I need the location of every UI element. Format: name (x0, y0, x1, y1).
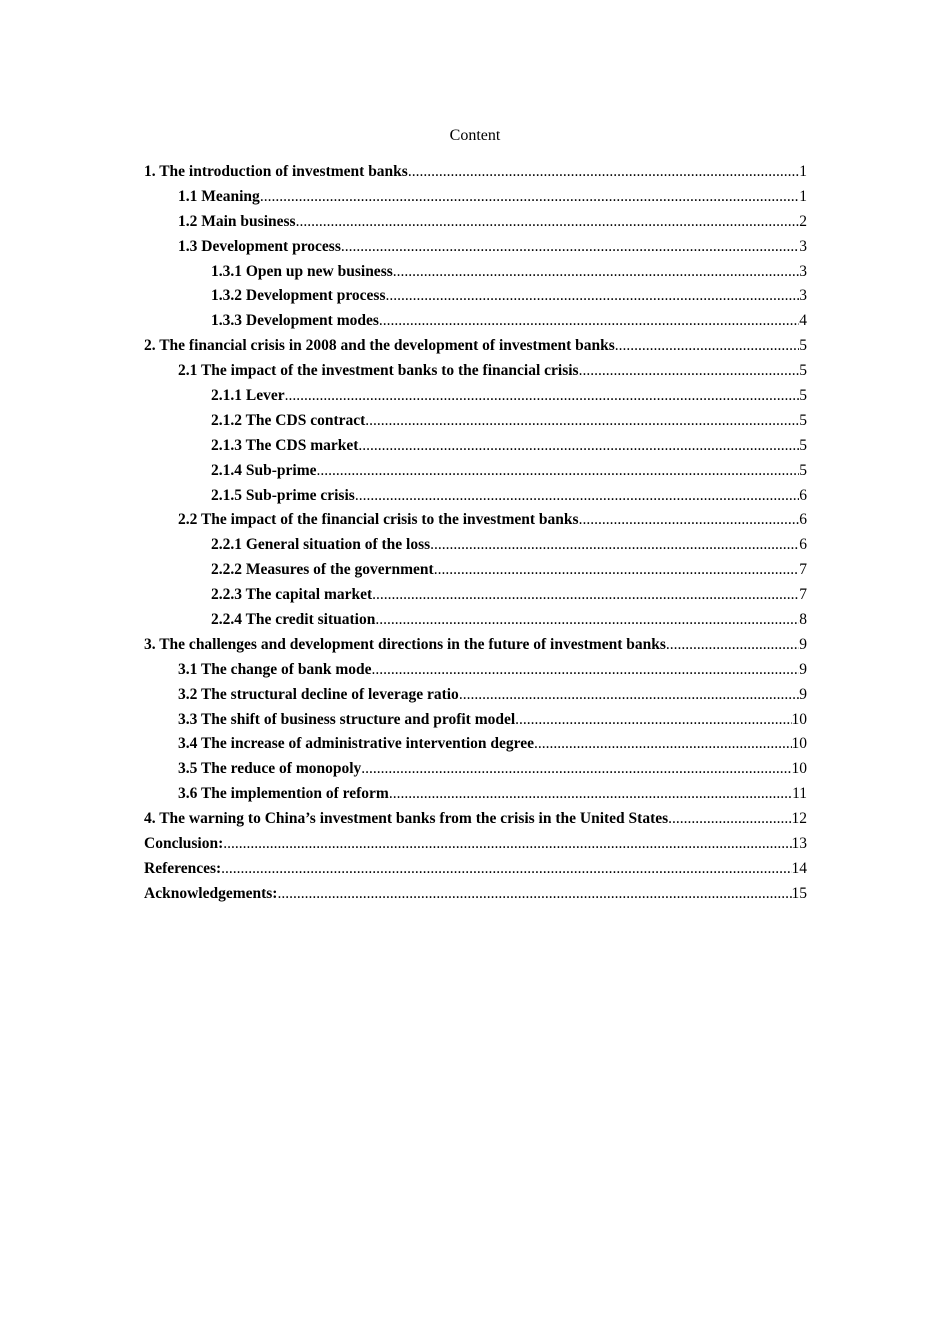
toc-entry-label: 3.5 The reduce of monopoly (178, 760, 362, 778)
toc-entry[interactable] (144, 608, 807, 633)
toc-entry-label: 2.2.1 General situation of the loss (211, 536, 431, 554)
toc-dot-leader (355, 484, 799, 509)
toc-dot-leader (434, 558, 800, 583)
toc-entry-label: 3.6 The implemention of reform (178, 785, 389, 803)
toc-entry-page-number: 10 (791, 735, 807, 753)
toc-entry-label: 3.1 The change of bank mode (178, 660, 372, 678)
toc-entry-page-number: 13 (791, 835, 807, 853)
toc-entry-page-number: 10 (791, 760, 807, 778)
toc-entry-label: 3.2 The structural decline of leverage ratio (178, 685, 459, 703)
toc-entry-page-number: 11 (792, 785, 807, 803)
toc-dot-leader (379, 309, 799, 334)
toc-entry[interactable] (144, 782, 807, 807)
toc-entry-page-number: 3 (799, 262, 807, 280)
toc-entry[interactable] (144, 484, 807, 509)
toc-entry[interactable] (144, 533, 807, 558)
toc-entry-label: 1.1 Meaning (178, 187, 260, 205)
toc-entry-label: References: (144, 859, 222, 877)
toc-entry[interactable] (144, 633, 807, 658)
toc-entry-page-number: 7 (799, 586, 807, 604)
toc-title: Content (449, 127, 501, 144)
toc-entry-label: 2.2.3 The capital market (211, 586, 373, 604)
toc-entry-page-number: 4 (799, 312, 807, 330)
toc-entry-label: 3.4 The increase of administrative intervention degree (178, 735, 535, 753)
toc-entry-page-number: 14 (791, 859, 807, 877)
toc-dot-leader (579, 508, 800, 533)
toc-entry[interactable] (144, 434, 807, 459)
toc-entry-label: 1.3.2 Development process (211, 287, 386, 305)
toc-dot-leader (389, 782, 792, 807)
toc-entry-label: 2.1 The impact of the investment banks to the financial crisis (178, 362, 579, 380)
toc-entry-page-number: 9 (799, 685, 807, 703)
toc-entry-label: 2.1.4 Sub-prime (211, 461, 317, 479)
toc-entry[interactable] (144, 334, 807, 359)
toc-entry[interactable] (144, 185, 807, 210)
toc-entry[interactable] (144, 558, 807, 583)
toc-entry[interactable] (144, 235, 807, 260)
toc-entry[interactable] (144, 508, 807, 533)
toc-entry[interactable] (144, 260, 807, 285)
toc-entry[interactable] (144, 882, 807, 907)
toc-entry-label: Acknowledgements: (144, 884, 278, 902)
toc-dot-leader (459, 683, 799, 708)
toc-entry[interactable] (144, 384, 807, 409)
toc-entry-page-number: 9 (799, 635, 807, 653)
toc-entry[interactable] (144, 708, 807, 733)
toc-entry[interactable] (144, 309, 807, 334)
toc-entry[interactable] (144, 284, 807, 309)
toc-entry[interactable] (144, 807, 807, 832)
table-of-contents (144, 160, 807, 907)
toc-entry-page-number: 8 (799, 611, 807, 629)
toc-dot-leader (372, 658, 800, 683)
toc-dot-leader (668, 807, 791, 832)
toc-dot-leader (341, 235, 799, 260)
toc-dot-leader (515, 708, 791, 733)
toc-entry-page-number: 5 (799, 461, 807, 479)
toc-entry-page-number: 10 (791, 710, 807, 728)
toc-entry-page-number: 5 (799, 411, 807, 429)
toc-dot-leader (534, 732, 791, 757)
toc-entry-page-number: 7 (799, 561, 807, 579)
toc-dot-leader (430, 533, 799, 558)
toc-dot-leader (260, 185, 799, 210)
toc-entry-page-number: 5 (799, 436, 807, 454)
toc-entry-label: 2.1.5 Sub-prime crisis (211, 486, 355, 504)
toc-entry-page-number: 3 (799, 237, 807, 255)
toc-entry-label: 2.2 The impact of the financial crisis to the investment banks (178, 511, 579, 529)
toc-entry-label: 3.3 The shift of business structure and profit model (178, 710, 516, 728)
toc-entry-label: 2. The financial crisis in 2008 and the development of investment banks (144, 337, 615, 355)
toc-entry-label: 4. The warning to China’s investment banks from the crisis in the United States (144, 810, 669, 828)
toc-entry-page-number: 5 (799, 337, 807, 355)
toc-entry[interactable] (144, 459, 807, 484)
toc-entry-label: 1. The introduction of investment banks (144, 163, 408, 180)
toc-entry-page-number: 6 (799, 486, 807, 504)
toc-entry[interactable] (144, 732, 807, 757)
toc-entry[interactable] (144, 160, 807, 185)
toc-entry-label: 2.1.1 Lever (211, 387, 285, 405)
toc-dot-leader (666, 633, 799, 658)
toc-dot-leader (317, 459, 800, 484)
toc-entry-page-number: 5 (799, 387, 807, 405)
toc-entry[interactable] (144, 409, 807, 434)
toc-entry[interactable] (144, 832, 807, 857)
toc-entry-label: 2.1.3 The CDS market (211, 436, 359, 454)
toc-dot-leader (358, 434, 799, 459)
toc-entry-page-number: 3 (799, 287, 807, 305)
toc-entry[interactable] (144, 583, 807, 608)
toc-entry-page-number: 1 (799, 163, 807, 180)
toc-dot-leader (408, 160, 799, 185)
toc-entry-page-number: 12 (791, 810, 807, 828)
toc-entry-page-number: 9 (799, 660, 807, 678)
toc-dot-leader (365, 409, 799, 434)
toc-entry[interactable] (144, 757, 807, 782)
toc-dot-leader (579, 359, 800, 384)
toc-entry-label: Conclusion: (144, 835, 224, 853)
toc-entry-page-number: 6 (799, 536, 807, 554)
toc-entry-label: 1.3.1 Open up new business (211, 262, 393, 280)
toc-dot-leader (372, 583, 799, 608)
toc-dot-leader (223, 832, 791, 857)
toc-dot-leader (615, 334, 799, 359)
toc-dot-leader (386, 284, 800, 309)
toc-entry-label: 2.2.2 Measures of the government (211, 561, 434, 579)
toc-entry[interactable] (144, 658, 807, 683)
toc-entry-page-number: 15 (791, 884, 807, 902)
toc-entry-label: 2.2.4 The credit situation (211, 611, 376, 629)
toc-entry-label: 3. The challenges and development directions in the future of investment banks (144, 635, 666, 653)
toc-dot-leader (285, 384, 800, 409)
toc-entry[interactable] (144, 210, 807, 235)
toc-entry-label: 2.1.2 The CDS contract (211, 411, 366, 429)
toc-entry[interactable] (144, 857, 807, 882)
toc-dot-leader (221, 857, 791, 882)
toc-dot-leader (296, 210, 800, 235)
toc-dot-leader (375, 608, 799, 633)
toc-entry[interactable] (144, 683, 807, 708)
toc-dot-leader (361, 757, 791, 782)
toc-entry-page-number: 1 (799, 187, 807, 205)
toc-entry[interactable] (144, 359, 807, 384)
toc-entry-label: 1.2 Main business (178, 212, 296, 230)
toc-entry-page-number: 5 (799, 362, 807, 380)
toc-dot-leader (393, 260, 799, 285)
toc-entry-page-number: 2 (799, 212, 807, 230)
toc-entry-label: 1.3 Development process (178, 237, 341, 255)
toc-entry-page-number: 6 (799, 511, 807, 529)
toc-dot-leader (277, 882, 791, 907)
toc-entry-label: 1.3.3 Development modes (211, 312, 379, 330)
